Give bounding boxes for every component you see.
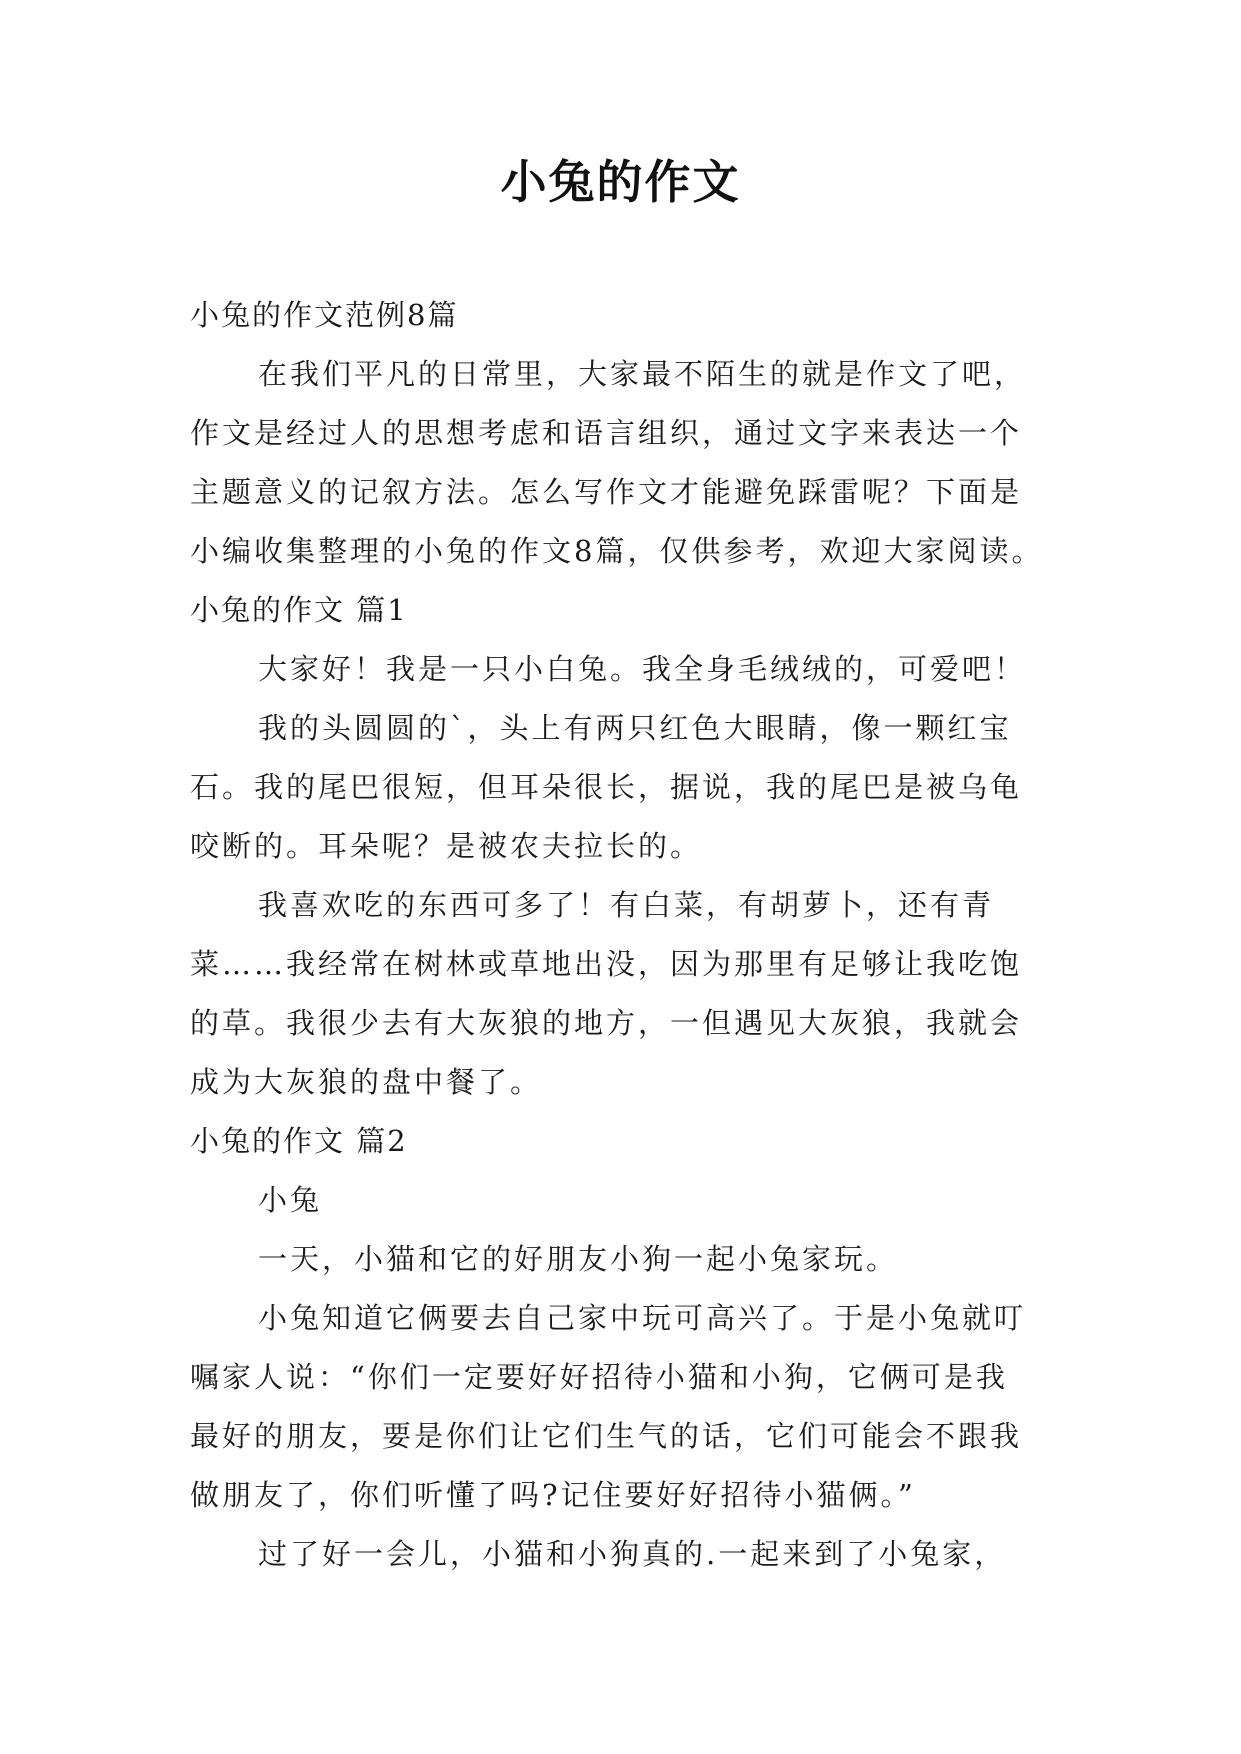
body-line: 过了好一会儿，小猫和小狗真的.一起来到了小兔家， — [258, 1537, 1007, 1571]
document-title: 小兔的作文 — [500, 155, 741, 209]
body-line: 作文是经过人的思想考虑和语言组织，通过文字来表达一个 — [190, 416, 1023, 450]
body-line: 主题意义的记叙方法。怎么写作文才能避免踩雷呢？下面是 — [190, 475, 1023, 509]
body-line: 嘱家人说：“你们一定要好好招待小猫和小狗，它俩可是我 — [190, 1360, 1008, 1394]
body-line: 的草。我很少去有大灰狼的地方，一但遇见大灰狼，我就会 — [190, 1006, 1023, 1040]
body-line: 小兔知道它俩要去自己家中玩可高兴了。于是小兔就叮 — [258, 1301, 1027, 1335]
document-body — [190, 286, 1070, 1584]
body-line: 一天，小猫和它的好朋友小狗一起小兔家玩。 — [258, 1242, 899, 1276]
body-line: 菜……我经常在树林或草地出没，因为那里有足够让我吃饱 — [190, 947, 1023, 981]
body-line: 我喜欢吃的东西可多了！有白菜，有胡萝卜，还有青 — [258, 888, 995, 922]
section-heading: 小兔的作文 篇1 — [190, 593, 408, 627]
section-heading: 小兔的作文 篇2 — [190, 1124, 408, 1158]
body-line: 成为大灰狼的盘中餐了。 — [190, 1065, 543, 1099]
body-line: 咬断的。耳朵呢？是被农夫拉长的。 — [190, 829, 703, 863]
body-line: 小兔 — [258, 1183, 323, 1217]
section-heading: 小兔的作文范例8篇 — [190, 298, 459, 332]
body-line: 我的头圆圆的`，头上有两只红色大眼睛，像一颗红宝 — [258, 711, 1012, 745]
body-line: 石。我的尾巴很短，但耳朵很长，据说，我的尾巴是被乌龟 — [190, 770, 1023, 804]
body-line: 小编收集整理的小兔的作文8篇，仅供参考，欢迎大家阅读。 — [190, 534, 1044, 568]
body-line: 大家好！我是一只小白兔。我全身毛绒绒的，可爱吧！ — [258, 652, 1027, 686]
body-line: 最好的朋友，要是你们让它们生气的话，它们可能会不跟我 — [190, 1419, 1023, 1453]
body-line: 在我们平凡的日常里，大家最不陌生的就是作文了吧， — [258, 357, 1027, 391]
body-line: 做朋友了，你们听懂了吗?记住要好好招待小猫俩。” — [190, 1478, 916, 1512]
